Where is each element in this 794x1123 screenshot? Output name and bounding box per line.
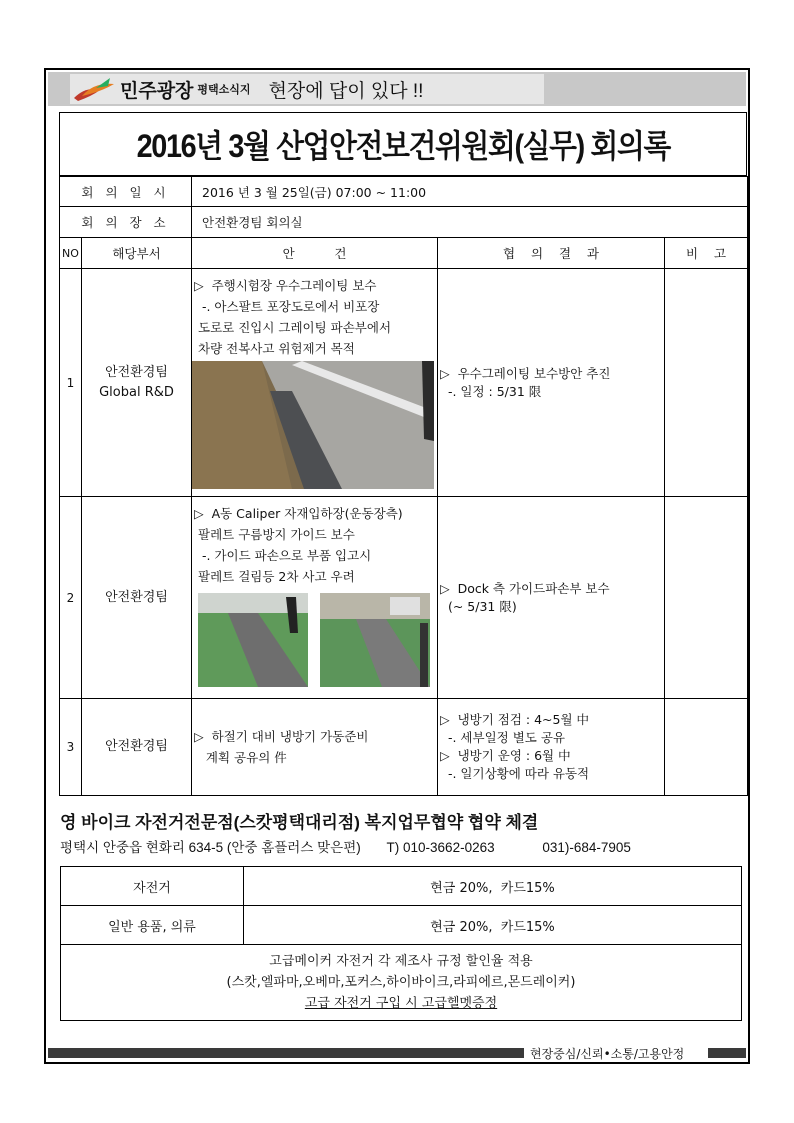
road-grating-photo [192,361,434,489]
discount-table [60,866,742,1021]
agenda-line: 계획 공유의 件 [194,750,287,765]
note-line: (스캇,엘파마,오베마,포커스,하이바이크,라피에르,몬드레이커) [226,975,576,990]
note-line: 고급메이커 자전거 각 제조사 규정 할인율 적용 [269,954,533,969]
agenda-line: 차량 전복사고 위험제거 목적 [194,341,355,356]
discount-item: 자전거 [61,867,244,906]
table-header [60,238,748,269]
row-no: 2 [60,497,82,699]
agenda-line: ▷ A동 Caliper 자재입하장(운동장측) [194,506,403,521]
header-banner [48,72,746,106]
row-result [438,699,665,796]
row-remark [665,497,748,699]
guide-damage-photo-2 [320,593,430,687]
header-remark: 비 고 [665,238,748,269]
title-box [59,112,747,176]
result-line: -. 일정 : 5/31 限 [440,383,542,399]
dept-name: 안전환경팀 [105,589,168,605]
footer-stripe-right [708,1048,746,1058]
discount-note [61,945,742,1021]
row-no: 1 [60,269,82,497]
brand-name: 민주광장 [120,80,194,102]
table-row [60,699,748,796]
discount-row [61,906,742,945]
discount-note-row [61,945,742,1021]
note-line-gift: 고급 자전거 구입 시 고급헬멧증정 [304,996,498,1011]
agenda-line: 팔레트 구름방지 가이드 보수 [194,527,355,542]
minutes-table [59,176,748,796]
promo-contact [60,836,631,856]
dept-name: 안전환경팀 [105,739,168,754]
date-value: 2016 년 3 월 25일(금) 07:00 ~ 11:00 [192,177,748,207]
row-dept [82,699,192,796]
brand-subtitle: 평택소식지 [197,83,251,96]
place-value: 안전환경팀 회의실 [192,207,748,238]
discount-rate: 현금 20%, 카드15% [244,906,742,945]
agenda-line: 팔레트 걸림등 2차 사고 우려 [194,569,355,584]
promo-phone: 031)-684-7905 [542,840,631,855]
result-line: ▷ 냉방기 운영 : 6월 中 [440,748,571,763]
place-label: 회 의 장 소 [60,207,192,238]
row-dept [82,269,192,497]
row-result [438,497,665,699]
header-dept: 해당부서 [82,238,192,269]
footer-bar [48,1047,746,1061]
promo-tel: T) 010-3662-0263 [386,840,495,855]
header-result: 협 의 결 과 [438,238,665,269]
agenda-line: ▷ 주행시험장 우수그레이팅 보수 [194,278,377,293]
row-no: 3 [60,699,82,796]
dept-name-2: Global R&D [99,384,174,400]
discount-item: 일반 용품, 의류 [61,906,244,945]
discount-row [61,867,742,906]
date-row [60,177,748,207]
place-row [60,207,748,238]
promo-address: 평택시 안중읍 현화리 634-5 (안중 홈플러스 맞은편) [60,840,361,855]
agenda-line: ▷ 하절기 대비 냉방기 가동준비 [194,729,369,744]
date-label: 회 의 일 시 [60,177,192,207]
result-line: ▷ 우수그레이팅 보수방안 추진 [440,365,611,381]
result-line: ▷ 냉방기 점검 : 4~5월 中 [440,712,590,727]
agenda-line: -. 가이드 파손으로 부품 입고시 [194,548,372,563]
banner-motto: 현장에 답이 있다 !! [268,80,424,102]
result-line: (~ 5/31 限) [440,598,517,614]
photo-pair [198,593,435,687]
logo-icon [70,74,120,104]
guide-damage-photo-1 [198,593,308,687]
row-agenda [192,497,438,699]
footer-stripe-left [48,1048,524,1058]
result-line: -. 세부일정 별도 공유 [440,730,565,745]
result-line: ▷ Dock 측 가이드파손부 보수 [440,580,610,596]
footer-slogan: 현장중심/신뢰•소통/고용안정 [530,1047,685,1061]
header-agenda: 안 건 [192,238,438,269]
row-result [438,269,665,497]
page-title: 2016년 3월 산업안전보건위원회(실무) 회의록 [136,128,670,164]
row-remark [665,269,748,497]
row-agenda [192,269,438,497]
table-row [60,269,748,497]
dept-name: 안전환경팀 [105,364,168,380]
promo-title: 영 바이크 자전거전문점(스캇평택대리점) 복지업무협약 협약 체결 [60,813,539,832]
row-dept [82,497,192,699]
row-agenda [192,699,438,796]
banner-title-box [70,74,544,104]
agenda-line: -. 아스팔트 포장도로에서 비포장 [194,299,380,314]
row-remark [665,699,748,796]
agenda-line: 도로로 진입시 그레이팅 파손부에서 [194,320,392,335]
result-line: -. 일기상황에 따라 유동적 [440,766,590,781]
table-row [60,497,748,699]
header-no: NO [60,238,82,269]
discount-rate: 현금 20%, 카드15% [244,867,742,906]
